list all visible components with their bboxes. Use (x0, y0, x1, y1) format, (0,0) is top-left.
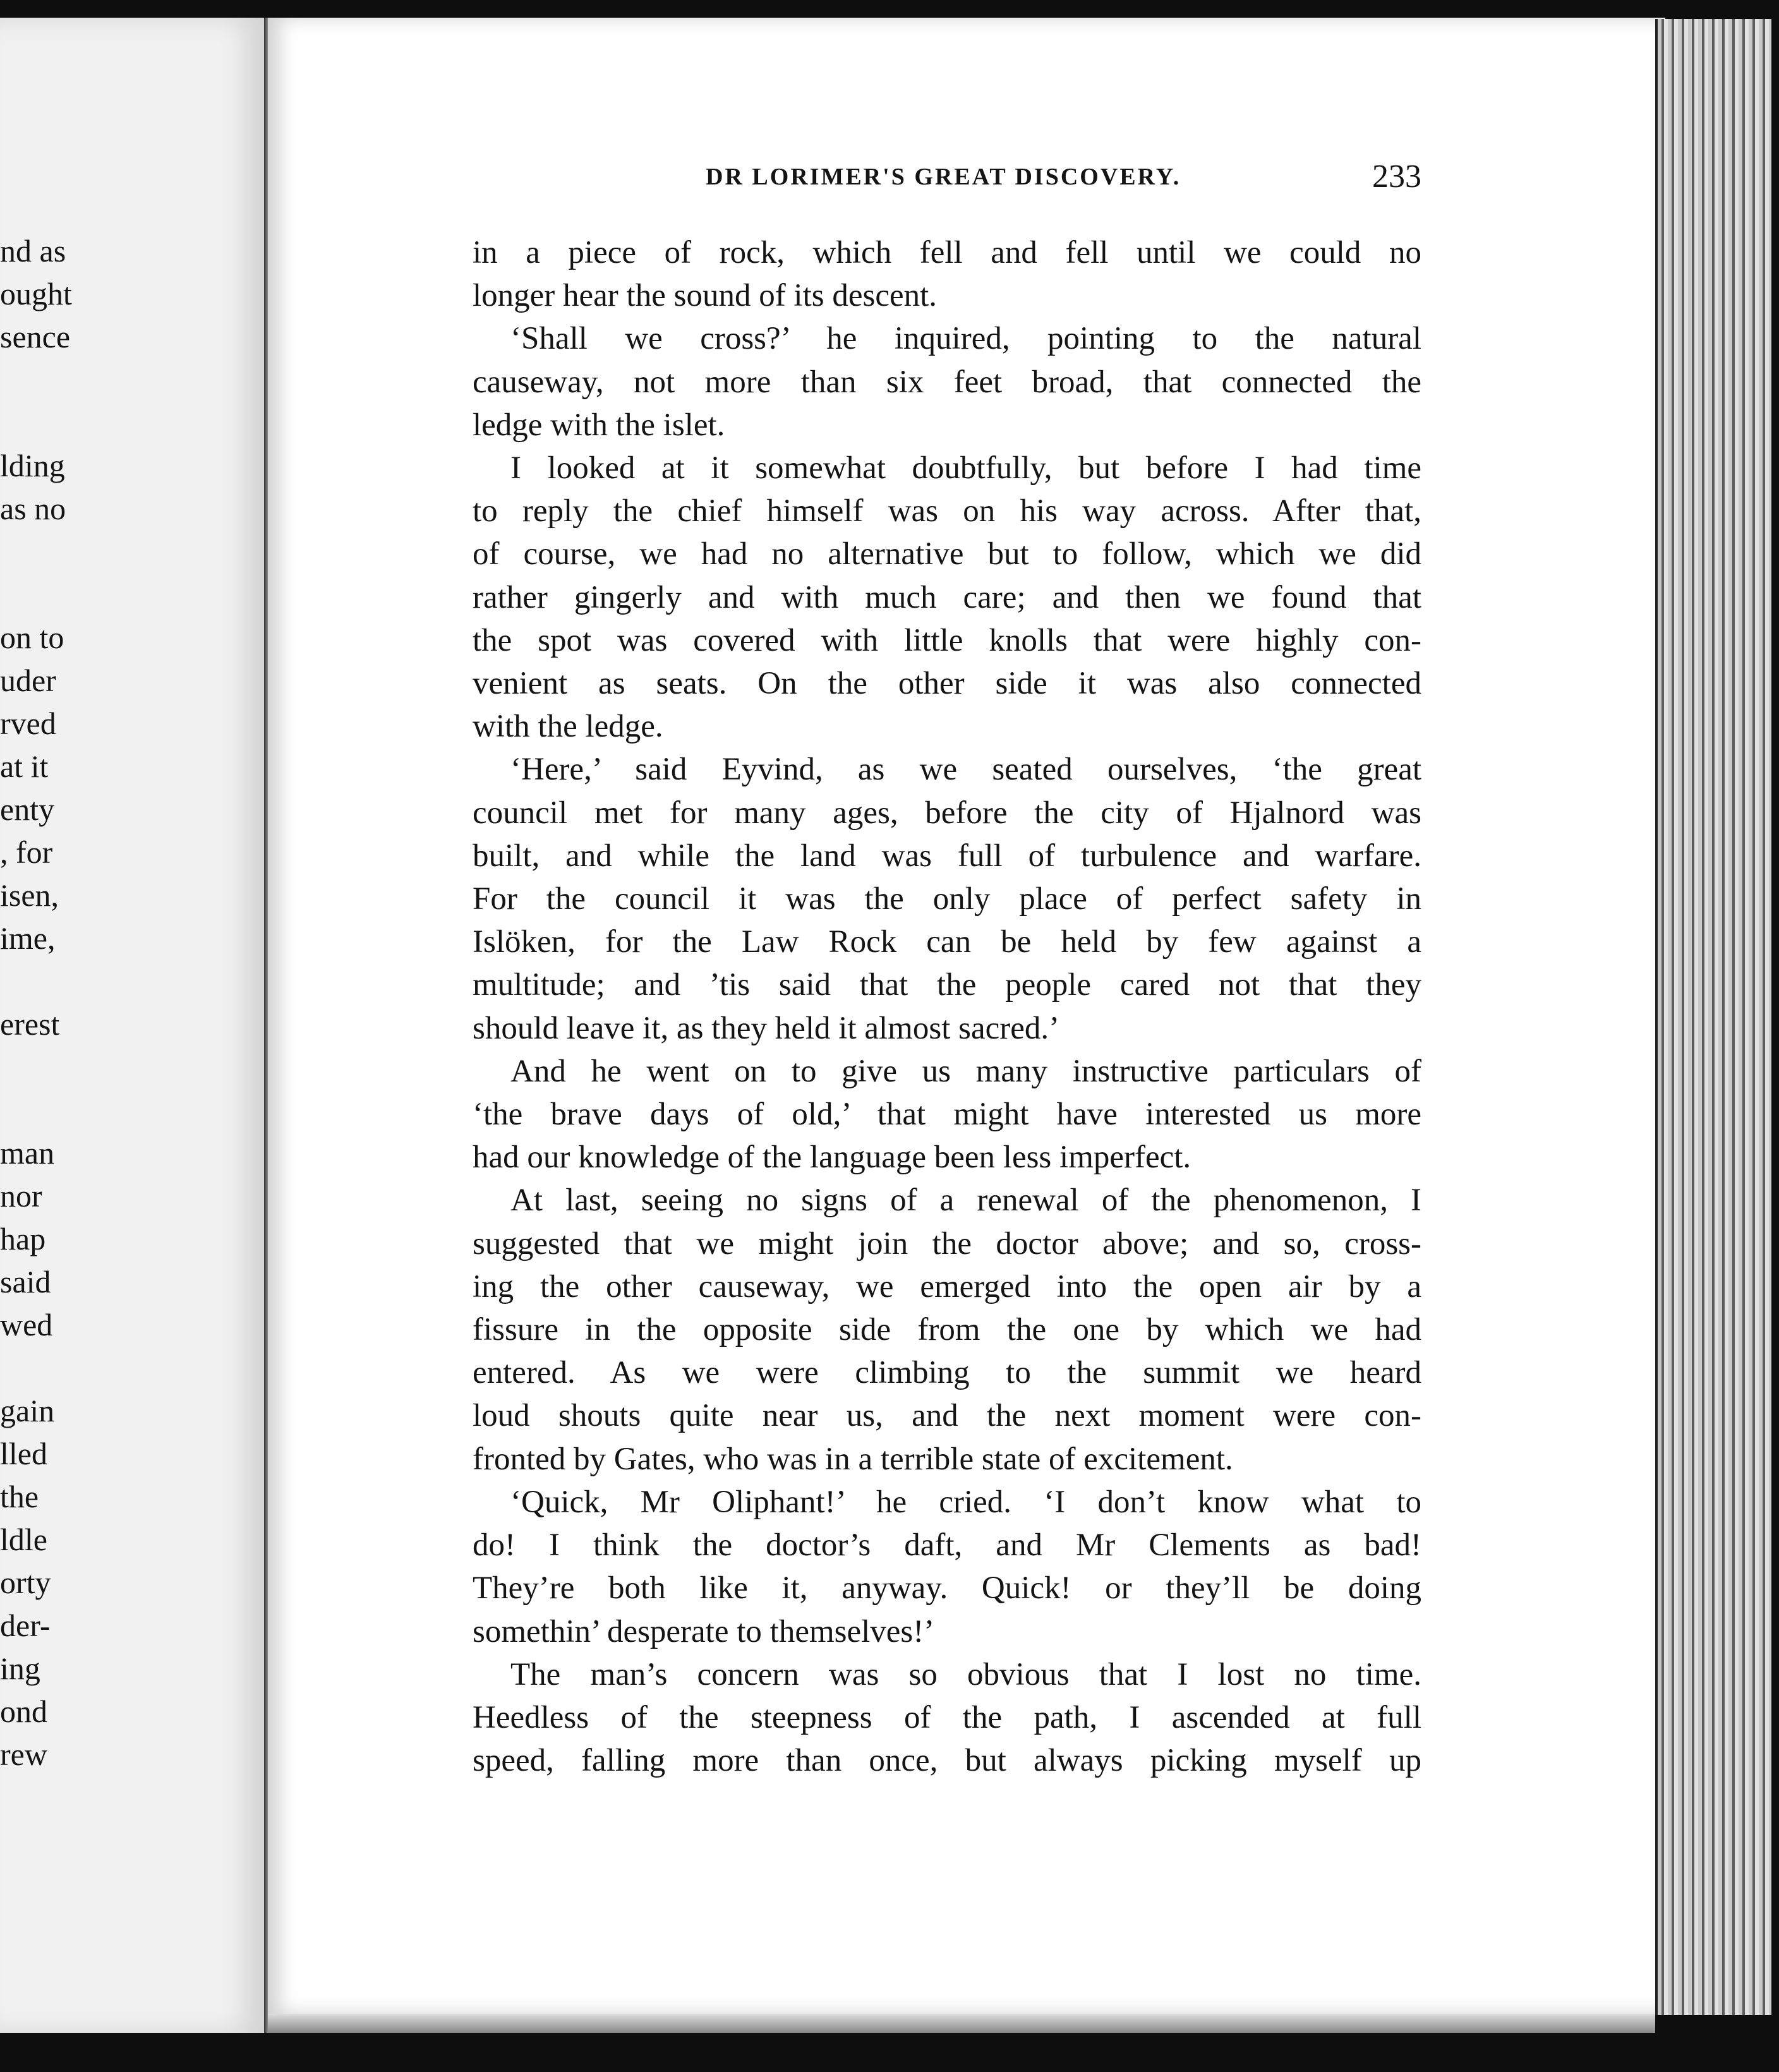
left-page-fragment: ime, (0, 920, 56, 956)
text-line: Islöken, for the Law Rock can be held by few against a (473, 924, 1421, 960)
left-page-fragment: ing (0, 1651, 40, 1686)
text-line: council met for many ages, before the city of Hjalnord was (473, 795, 1421, 831)
text-line: entered. As we were climbing to the summit we heard (473, 1355, 1421, 1391)
left-page-fragment: der- (0, 1608, 51, 1643)
text-line: ing the other causeway, we emerged into the open air by a (473, 1268, 1421, 1304)
text-line: And he went on to give us many instructive particulars of (510, 1053, 1421, 1089)
text-line: longer hear the sound of its descent. (473, 278, 938, 314)
text-line: in a piece of rock, which fell and fell until we could no (473, 235, 1421, 270)
text-line: I looked at it somewhat doubtfully, but before I had time (510, 450, 1421, 486)
text-line: rather gingerly and with much care; and then we found that (473, 579, 1421, 615)
text-line: multitude; and ’tis said that the people cared not that they (473, 967, 1421, 1003)
left-page-fragment: nd as (0, 233, 66, 268)
text-line: ‘Shall we cross?’ he inquired, pointing to the natural (510, 321, 1421, 357)
left-page-fragment: isen, (0, 877, 59, 913)
text-line: ‘Here,’ said Eyvind, as we seated ourselves, ‘the great (510, 752, 1421, 788)
body-text (473, 231, 1421, 1782)
text-line: They’re both like it, anyway. Quick! or they’ll be doing (473, 1570, 1421, 1606)
left-page (0, 18, 268, 2033)
page-edges (1655, 19, 1771, 2015)
text-line: to reply the chief himself was on his way across. After that, (473, 493, 1421, 529)
left-page-fragment: as no (0, 491, 66, 526)
text-line: built, and while the land was full of turbulence and warfare. (473, 838, 1421, 874)
left-page-fragment: the (0, 1479, 39, 1514)
left-page-fragment: , for (0, 834, 53, 870)
text-line: The man’s concern was so obvious that I lost no time. (510, 1656, 1421, 1692)
page-bottom-shadow (268, 2014, 1655, 2033)
left-page-fragment: lding (0, 448, 65, 483)
text-line: loud shouts quite near us, and the next moment were con- (473, 1398, 1421, 1434)
left-page-fragment: said (0, 1264, 51, 1299)
text-line: speed, falling more than once, but always picking myself up (473, 1743, 1421, 1779)
left-page-fragment: man (0, 1135, 55, 1171)
left-page-fragment: nor (0, 1178, 42, 1214)
left-page-text (0, 18, 264, 2033)
left-page-fragment: at it (0, 749, 49, 784)
left-page-fragment: uder (0, 663, 56, 698)
text-line: of course, we had no alternative but to follow, which we did (473, 536, 1421, 572)
text-line: causeway, not more than six feet broad, that connected the (473, 364, 1421, 400)
left-page-fragment: rved (0, 706, 56, 741)
text-line: do! I think the doctor’s daft, and Mr Clements as bad! (473, 1527, 1421, 1563)
left-page-fragment: lled (0, 1436, 47, 1471)
text-line: somethin’ desperate to themselves!’ (473, 1613, 935, 1649)
page-number: 233 (1372, 159, 1421, 195)
left-page-fragment: ought (0, 276, 72, 311)
text-line: ledge with the islet. (473, 407, 725, 443)
left-page-fragment: on to (0, 620, 64, 655)
text-line: fissure in the opposite side from the one by which we had (473, 1312, 1421, 1348)
left-page-fragment: erest (0, 1006, 60, 1042)
running-head-title: DR LORIMER'S GREAT DISCOVERY. (706, 164, 1181, 190)
text-line: Heedless of the steepness of the path, I ascended at full (473, 1699, 1421, 1735)
text-line: had our knowledge of the language been less imperfect. (473, 1140, 1191, 1176)
left-page-fragment: hap (0, 1221, 46, 1256)
text-line: suggested that we might join the doctor above; and so, cross- (473, 1226, 1421, 1262)
left-page-fragment: ldle (0, 1522, 47, 1557)
text-line: At last, seeing no signs of a renewal of the phenomenon, I (510, 1183, 1421, 1219)
text-line: with the ledge. (473, 709, 663, 745)
text-line: ‘Quick, Mr Oliphant!’ he cried. ‘I don’t know what to (510, 1484, 1421, 1520)
text-line: fronted by Gates, who was in a terrible state of excitement. (473, 1441, 1233, 1477)
text-line: venient as seats. On the other side it was also connected (473, 666, 1421, 702)
text-line: should leave it, as they held it almost sacred.’ (473, 1010, 1060, 1046)
text-line: the spot was covered with little knolls that were highly con- (473, 622, 1421, 658)
left-page-fragment: rew (0, 1737, 47, 1772)
left-page-fragment: enty (0, 792, 55, 827)
text-line: For the council it was the only place of perfect safety in (473, 881, 1421, 917)
left-page-fragment: wed (0, 1307, 53, 1342)
left-page-fragment: orty (0, 1565, 51, 1600)
left-page-fragment: ond (0, 1694, 47, 1729)
left-page-fragment: gain (0, 1393, 55, 1428)
running-head (476, 158, 1421, 196)
left-page-fragment: sence (0, 319, 71, 354)
text-line: ‘the brave days of old,’ that might have interested us more (473, 1097, 1421, 1133)
